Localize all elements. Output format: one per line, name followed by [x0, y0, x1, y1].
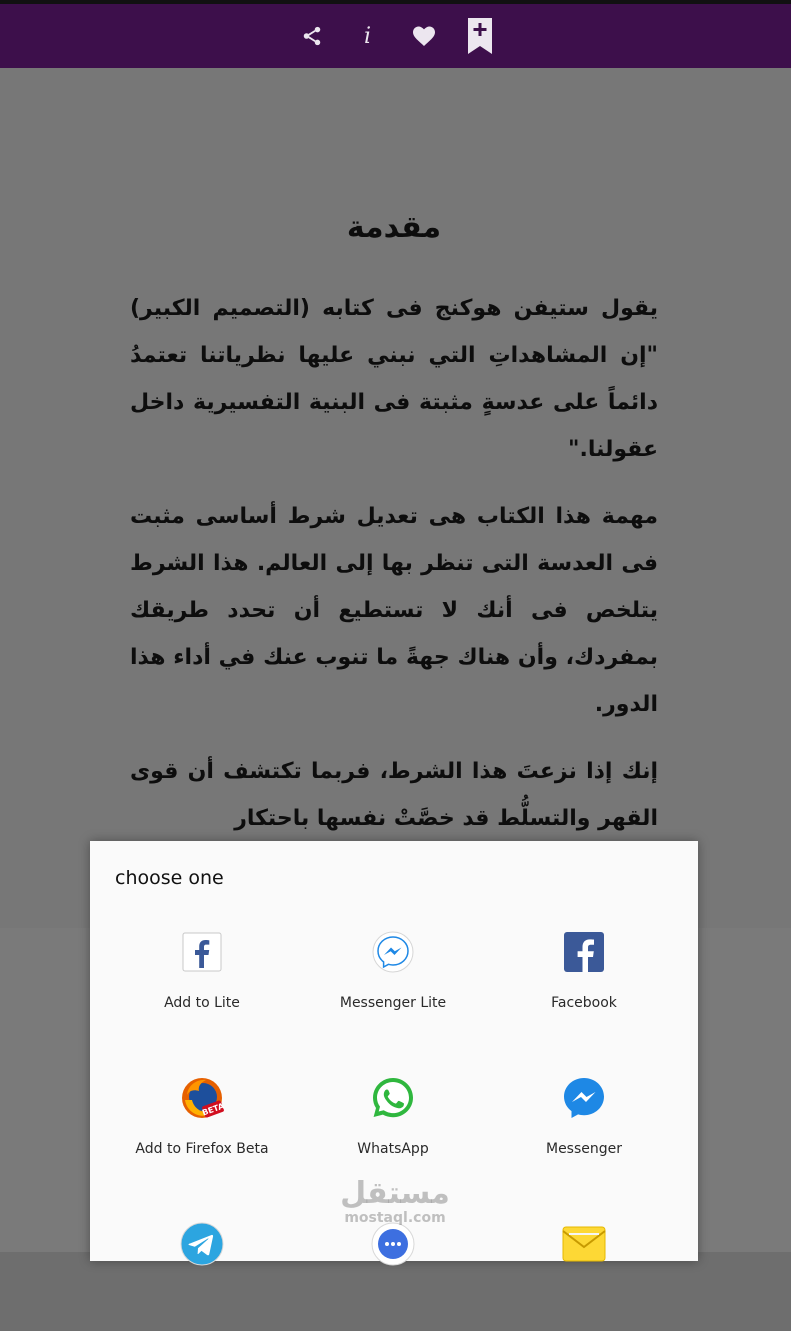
app-label: Messenger Lite [339, 995, 447, 1011]
svg-text:BETA: BETA [201, 1101, 225, 1118]
app-add-to-lite[interactable] [107, 929, 297, 1039]
watermark [340, 1178, 450, 1226]
paragraph: يقول ستيفن هوكنج فى كتابه (التصميم الكبير) "إن المشاهداتِ التي نبني عليها نظرياتنا تعتمدُ دائماً على عدسةٍ مثبتة فى البنية التفسيرية داخل عقولنا." [130, 296, 658, 462]
bookmark-add-icon [466, 17, 494, 55]
messenger-lite-icon [370, 929, 416, 975]
book-page[interactable] [0, 68, 791, 928]
app-messages[interactable] [298, 1221, 488, 1331]
reader-toolbar [0, 4, 791, 68]
app-label: WhatsApp [357, 1141, 429, 1157]
app-label: Add to Firefox Beta [135, 1141, 269, 1157]
share-sheet-title: choose one [115, 867, 224, 889]
share-button[interactable] [295, 14, 329, 58]
info-button[interactable] [351, 14, 385, 58]
facebook-icon [561, 929, 607, 975]
watermark-arabic: مستقل [340, 1176, 450, 1211]
app-facebook[interactable] [489, 929, 679, 1039]
app-messenger-lite[interactable] [298, 929, 488, 1039]
app-telegram[interactable] [107, 1221, 297, 1331]
app-whatsapp[interactable] [298, 1075, 488, 1185]
article [130, 210, 658, 862]
firefox-beta-icon [179, 1075, 225, 1121]
bookmark-button[interactable] [463, 14, 497, 58]
app-label: Messenger [545, 1141, 623, 1157]
paragraph: إنك إذا نزعتَ هذا الشرط، فربما تكتشف أن قوى القهر والتسلُّط قد خصَّتْ نفسها باحتكار [130, 759, 658, 831]
watermark-latin: mostaql.com [344, 1210, 446, 1226]
paragraph: مهمة هذا الكتاب هى تعديل شرط أساسى مثبت فى العدسة التى تنظر بها إلى العالم. هذا الشرط يتلخص فى أنك لا تستطيع أن تحدد طريقك بمفردك، وأن هناك جهةً ما تنوب عنك في أداء هذا الدور. [130, 504, 658, 717]
share-icon [301, 25, 323, 47]
favorite-button[interactable] [407, 14, 441, 58]
app-label: Add to Lite [164, 995, 240, 1011]
app-firefox-beta[interactable] [107, 1075, 297, 1185]
messages-icon [370, 1221, 416, 1267]
chapter-title: مقدمة [346, 210, 442, 245]
heart-icon [412, 25, 436, 47]
app-email[interactable] [489, 1221, 679, 1331]
app-label: Facebook [551, 995, 617, 1011]
whatsapp-icon [370, 1075, 416, 1121]
info-icon: i [363, 23, 372, 49]
app-messenger[interactable] [489, 1075, 679, 1185]
telegram-icon [179, 1221, 225, 1267]
messenger-icon [561, 1075, 607, 1121]
email-icon [561, 1221, 607, 1267]
facebook-lite-icon [179, 929, 225, 975]
